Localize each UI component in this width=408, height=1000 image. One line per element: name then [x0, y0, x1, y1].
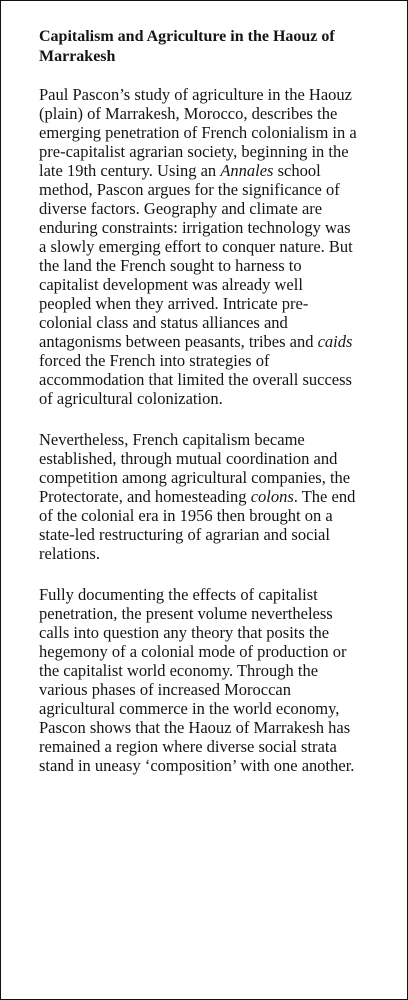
paragraph-1-text-2: school method, Pascon argues for the significance of diverse factors. Geography and climate are enduring constraints: irrigation technology was a slowly emerging effort to conquer nature. But the land the French sought to harness to capitalist development was already well peopled when they arrived. Intricate pre-colonial class and status alliances and antagonisms between peasants, tribes and — [39, 161, 353, 351]
paragraph-1 — [39, 85, 357, 408]
paragraph-3 — [39, 585, 357, 775]
blurb-content — [39, 27, 357, 797]
paragraph-2-italic-colons: colons — [250, 487, 294, 506]
blurb-title: Capitalism and Agriculture in the Haouz of Marrakesh — [39, 28, 335, 65]
paragraph-1-italic-caids: caids — [317, 332, 353, 351]
paragraph-1-text-3: forced the French into strategies of accommodation that limited the overall success of agricultural colonization. — [39, 351, 352, 408]
paragraph-2-text-2: . The end of the colonial era in 1956 then brought on a state-led restructuring of agrarian and social relations. — [39, 487, 356, 563]
paragraph-3-text-1: Fully documenting the effects of capitalist penetration, the present volume nevertheless calls into question any theory that posits the hegemony of a colonial mode of production or the capitalist world economy. Through the various phases of increased Moroccan agricultural commerce in the world economy, Pascon shows that the Haouz of Marrakesh has remained a region where diverse social strata stand in uneasy ‘composition’ with one another. — [39, 585, 355, 775]
paragraph-1-italic-annales: Annales — [220, 161, 274, 180]
paragraph-1-text-1: Paul Pascon’s study of agriculture in the Haouz (plain) of Marrakesh, Morocco, describes the emerging penetration of French colonialism in a pre-capitalist agrarian society, beginning in the late 19th century. Using an — [39, 85, 357, 180]
paragraph-2-text-1: Nevertheless, French capitalism became established, through mutual coordination and competition among agricultural companies, the Protectorate, and homesteading — [39, 430, 351, 506]
paragraph-2 — [39, 430, 357, 563]
